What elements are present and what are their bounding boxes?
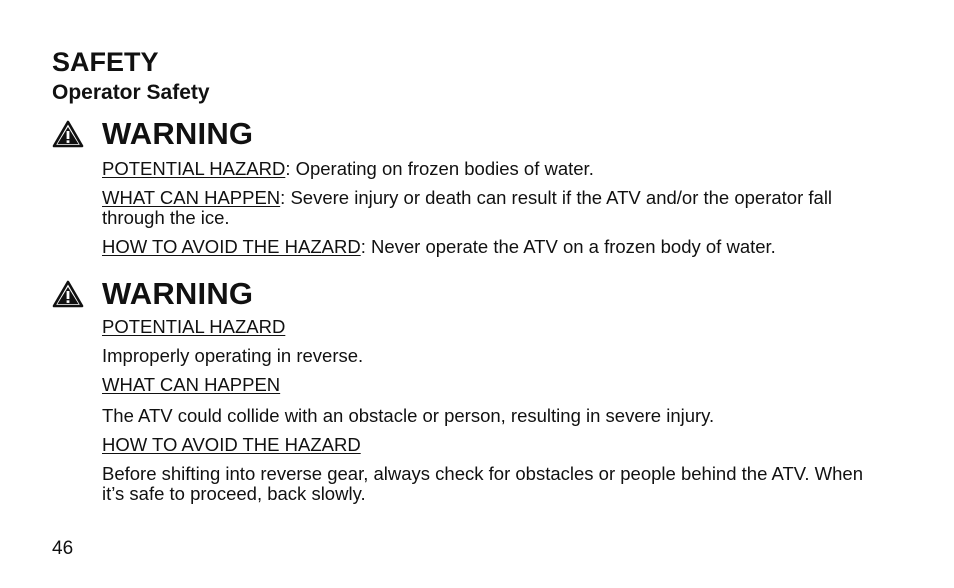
- what-can-happen-paragraph: [102, 375, 882, 395]
- what-can-happen-label: WHAT CAN HAPPEN: [102, 187, 281, 208]
- subsection-title: Operator Safety: [52, 81, 210, 104]
- what-can-happen-text: The ATV could collide with an obstacle or person, resulting in severe injury.: [102, 405, 715, 426]
- what-can-happen-paragraph: [102, 188, 882, 228]
- warning-block-frozen-water: [52, 115, 902, 266]
- warning-body: [102, 317, 882, 504]
- potential-hazard-label: POTENTIAL HAZARD: [102, 316, 286, 337]
- how-to-avoid-label: HOW TO AVOID THE HAZARD: [102, 236, 361, 257]
- section-title: SAFETY: [52, 47, 159, 77]
- warning-body: [102, 159, 882, 257]
- warning-title: WARNING: [102, 276, 254, 311]
- what-can-happen-label: WHAT CAN HAPPEN: [102, 374, 281, 395]
- potential-hazard-paragraph: [102, 317, 882, 337]
- warning-header: [52, 275, 902, 313]
- warning-header: [52, 115, 902, 153]
- what-can-happen-text: : Severe injury or death can result if the ATV and/or the operator fall through the ice.: [102, 187, 833, 228]
- how-to-avoid-text: Before shifting into reverse gear, always check for obstacles or people behind the ATV. When it’s safe to proceed, back slowly.: [102, 463, 863, 504]
- how-to-avoid-paragraph: [102, 435, 882, 455]
- potential-hazard-paragraph: [102, 159, 882, 179]
- page-number: 46: [52, 538, 74, 559]
- how-to-avoid-label: HOW TO AVOID THE HAZARD: [102, 434, 361, 455]
- potential-hazard-label: POTENTIAL HAZARD: [102, 158, 286, 179]
- potential-hazard-text: Improperly operating in reverse.: [102, 345, 364, 366]
- warning-triangle-icon: [52, 120, 84, 148]
- warning-block-reverse: [52, 275, 902, 513]
- how-to-avoid-text: : Never operate the ATV on a frozen body of water.: [360, 236, 776, 257]
- warning-triangle-icon: [52, 280, 84, 308]
- how-to-avoid-paragraph: [102, 237, 882, 257]
- warning-title: WARNING: [102, 116, 254, 151]
- potential-hazard-text: : Operating on frozen bodies of water.: [285, 158, 594, 179]
